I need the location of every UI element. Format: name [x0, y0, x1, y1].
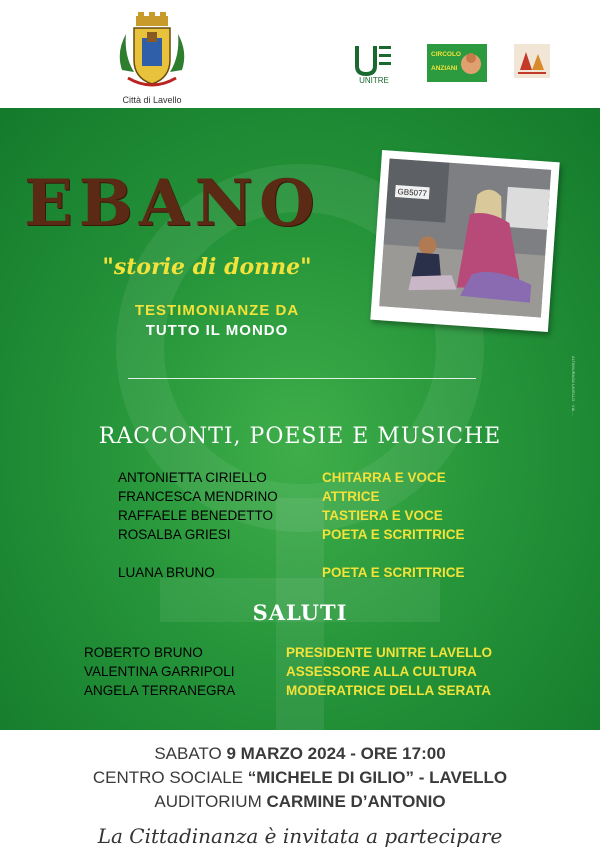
photo-women-children	[379, 159, 551, 318]
circolo-anziani-logo	[427, 44, 487, 82]
greeting-role: PRESIDENTE UNITRE LAVELLO	[286, 645, 493, 660]
unitre-logo	[354, 44, 394, 84]
circolo-line1: CIRCOLO	[431, 51, 461, 58]
venue-prefix: CENTRO SOCIALE	[92, 768, 248, 787]
greeting-name: VALENTINA GARRIPOLI	[84, 664, 235, 679]
city-label: Città di Lavello	[122, 95, 182, 105]
event-date: 9 MARZO 2024 - ORE 17:00	[226, 744, 446, 763]
date-prefix: SABATO	[154, 744, 227, 763]
event-title: EBANO	[24, 166, 321, 241]
performer-role: CHITARRA E VOCE	[322, 470, 446, 485]
event-venue: “MICHELE DI GILIO” - LAVELLO	[247, 768, 508, 787]
unitre-logo-text: UNITRE	[359, 76, 389, 84]
invitation-text: La Cittadinanza è invitata a partecipare	[97, 824, 503, 848]
performer-name: RAFFAELE BENEDETTO	[118, 508, 274, 523]
program-heading: RACCONTI, POESIE E MUSICHE	[98, 424, 502, 449]
city-crest-logo	[114, 12, 190, 94]
event-details	[0, 730, 600, 861]
performer-name: FRANCESCA MENDRINO	[118, 489, 278, 504]
greetings-heading: SALUTI	[252, 600, 348, 625]
event-hall: CARMINE D’ANTONIO	[266, 792, 446, 811]
circolo-line2: ANZIANI	[431, 65, 458, 72]
greeting-role: ASSESSORE ALLA CULTURA	[286, 664, 477, 679]
performer-role: POETA E SCRITTRICE	[322, 565, 465, 580]
event-venue-line	[0, 768, 600, 788]
event-subtitle: "storie di donne"	[102, 254, 312, 280]
performer-role: TASTIERA E VOCE	[322, 508, 443, 523]
greeting-name: ROBERTO BRUNO	[84, 645, 203, 660]
greeting-name: ANGELA TERRANEGRA	[84, 683, 236, 698]
photo-plate-text: GB5077	[397, 187, 428, 199]
greeting-role: MODERATRICE DELLA SERATA	[286, 683, 491, 698]
performer-name: LUANA BRUNO	[118, 565, 215, 580]
event-hall-line	[0, 792, 600, 812]
header-band	[0, 0, 600, 108]
hall-prefix: AUDITORIUM	[154, 792, 267, 811]
performer-role: ATTRICE	[322, 489, 380, 504]
tagline-line1: TESTIMONIANZE DA	[134, 302, 300, 319]
tagline-line2: TUTTO IL MONDO	[145, 322, 289, 339]
event-date-line	[0, 744, 600, 764]
main-green-section	[0, 108, 600, 730]
performer-role: POETA E SCRITTRICE	[322, 527, 465, 542]
performer-name: ANTONIETTA CIRIELLO	[118, 470, 267, 485]
photo-illustration	[379, 159, 551, 318]
divider-line	[128, 378, 476, 379]
side-credit: ALTAMURAGA LAVELLO · VIA ...	[571, 356, 576, 416]
performer-name: ROSALBA GRIESI	[118, 527, 231, 542]
photo-frame	[370, 150, 559, 332]
association-logo	[514, 44, 550, 78]
